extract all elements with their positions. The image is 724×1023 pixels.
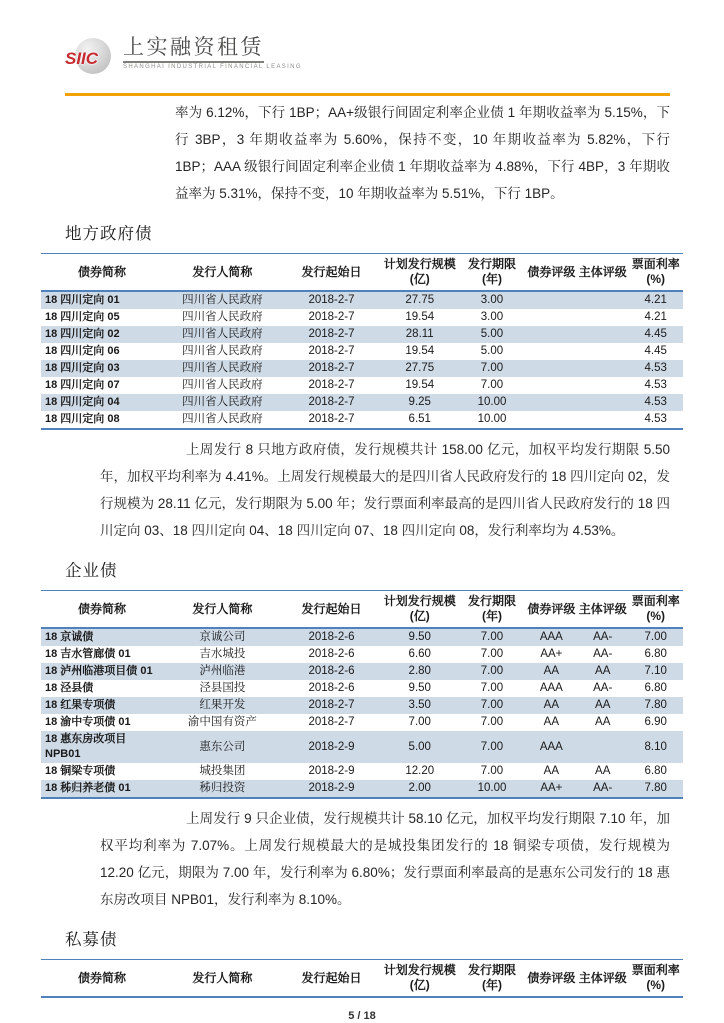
table-cell: 18 秭归养老债 01 [45,782,131,794]
table-cell: AA [543,765,560,777]
table-cell: 2018-2-7 [308,699,355,711]
table-row [41,394,683,411]
table-cell [526,394,577,411]
table-cell: 2018-2-9 [308,765,355,777]
table-cell: AA+ [540,782,563,794]
column-header: 发行起始日 [282,960,382,998]
corporate-bond-summary: 上周发行 9 只企业债，发行规模共计 58.10 亿元，加权平均发行期限 7.10 年，加权平均利率为 7.07%。上周发行规模最大的是城投集团发行的 18 铜梁专项债，发行规模为 12.20 亿元，期限为 7.00 年，发行利率为 6.80%；发行票面利率最高的是惠东公司发行的 18 惠东房改项目 NPB01，发行利率为 8.10%。 [100,811,670,907]
table-cell: 19.54 [405,379,435,391]
table-cell: 18 四川定向 05 [45,311,120,323]
table-cell: 27.75 [405,294,435,306]
table-row [41,343,683,360]
table-cell: 2018-2-7 [308,413,355,425]
table-cell: AA [595,716,611,728]
column-header: 发行期限(年) [458,591,525,629]
table-cell: AA+ [540,648,563,660]
table-cell [577,377,628,394]
table-cell: 四川省人民政府 [182,396,263,408]
table-cell: 7.80 [644,699,667,711]
table-cell: 7.00 [480,740,504,753]
table-cell: 7.00 [480,648,504,660]
table-cell: 2018-2-7 [308,328,355,340]
table-row [41,697,683,714]
table-cell: 四川省人民政府 [182,311,263,323]
column-header: 计划发行规模(亿) [381,591,458,629]
local-gov-bond-table [41,253,683,430]
table-cell: 27.75 [405,362,435,374]
table-cell [577,326,628,343]
table-cell [526,377,577,394]
table-cell: 10.00 [477,396,507,408]
table-cell: 惠东公司 [199,740,246,753]
table-cell: 泾县国投 [199,682,246,694]
table-cell: 2018-2-7 [308,716,355,728]
table-cell: 四川省人民政府 [182,294,263,306]
table-cell: 2.00 [408,782,431,794]
column-header: 票面利率(%) [628,254,683,292]
table-cell: 8.10 [644,740,667,753]
table-cell: 渝中国有资产 [187,716,257,728]
section-title-local-gov-bonds: 地方政府债 [65,225,153,243]
table-cell: 9.25 [408,396,431,408]
table-cell: 吉水城投 [199,648,246,660]
table-cell: 4.45 [644,328,667,340]
table-row [41,763,683,780]
table-cell: AAA [539,631,563,643]
table-cell: 城投集团 [199,765,246,777]
table-cell: 四川省人民政府 [182,345,263,357]
table-cell: 7.00 [480,631,504,643]
table-cell: 6.51 [408,413,431,425]
column-header: 发行期限(年) [458,254,525,292]
table-cell: 7.00 [480,682,504,694]
table-row [41,663,683,680]
section-title-private-placement-bonds: 私募债 [65,931,118,949]
column-header: 发行期限(年) [458,960,525,998]
logo-abbr-text: SIIC [65,49,99,68]
header-divider-rule [65,93,670,96]
column-header: 债券简称 [41,254,163,292]
table-cell: AA [543,665,560,677]
table-cell: AA [595,699,611,711]
table-cell: 3.00 [480,311,504,323]
column-header: 发行人简称 [163,591,282,629]
table-cell: 2018-2-6 [308,665,355,677]
table-row [41,646,683,663]
table-cell [577,291,628,309]
table-cell: AA- [593,682,613,694]
column-header: 票面利率(%) [628,960,683,998]
table-row [41,731,683,763]
table-cell: 2018-2-7 [308,379,355,391]
table-cell: 2018-2-7 [308,311,355,323]
table-cell: 5.00 [408,740,431,753]
page-number: 5 / 18 [348,1010,376,1022]
column-header: 发行人简称 [163,254,282,292]
company-name-en: SHANGHAI INDUSTRIAL FINANCIAL LEASING [123,64,302,70]
table-cell: 2018-2-6 [308,648,355,660]
table-cell: 18 京诚债 [45,631,94,643]
table-cell: 18 渝中专项债 01 [45,716,131,728]
table-cell [526,411,577,429]
table-cell [577,309,628,326]
table-cell [526,360,577,377]
column-header: 计划发行规模(亿) [381,960,458,998]
table-cell: 四川省人民政府 [182,379,263,391]
table-cell: AAA [539,682,563,694]
column-header: 票面利率(%) [628,591,683,629]
column-header: 主体评级 [577,960,628,998]
table-row [41,309,683,326]
table-cell: 18 四川定向 01 [45,294,120,306]
table-cell: 2018-2-6 [308,682,355,694]
table-cell: AA [543,699,560,711]
column-header: 主体评级 [577,591,628,629]
table-cell [526,326,577,343]
table-cell: 18 四川定向 07 [45,379,120,391]
table-cell: 10.00 [477,413,507,425]
column-header: 债券简称 [41,591,163,629]
table-cell [526,309,577,326]
table-cell: 9.50 [408,631,431,643]
table-cell: 4.45 [644,345,667,357]
table-cell: 18 红果专项债 [45,699,116,711]
company-logo [0,0,724,84]
table-cell: 7.00 [480,699,504,711]
table-header-row [41,591,683,629]
siic-globe-icon [65,36,117,76]
table-row [41,326,683,343]
table-cell: 9.50 [408,682,431,694]
table-cell: 7.80 [644,782,667,794]
table-cell: 7.00 [480,716,504,728]
table-cell: 18 四川定向 04 [45,396,120,408]
table-cell: 4.53 [644,362,667,374]
yield-summary-paragraph: 率为 6.12%，下行 1BP；AA+级银行间固定利率企业债 1 年期收益率为 5.15%，下行 3BP，3 年期收益率为 5.60%，保持不变，10 年期收益率为 5.82%，下行 1BP；AAA 级银行间固定利率企业债 1 年期收益率为 4.88%，下行 4BP，3 年期收益率为 5.31%，保持不变，10 年期收益率为 5.51%，下行 1BP。 [175,105,670,201]
table-cell: 7.00 [480,362,504,374]
table-cell: 2.80 [408,665,431,677]
table-cell: 四川省人民政府 [182,362,263,374]
table-cell: 5.00 [480,345,504,357]
table-cell: 19.54 [405,345,435,357]
table-cell [577,360,628,377]
table-cell [577,394,628,411]
table-cell: 19.54 [405,311,435,323]
table-cell: 2018-2-6 [308,631,355,643]
table-cell: 18 惠东房改项目 NPB01 [45,733,127,760]
table-cell [526,291,577,309]
table-cell: 18 泾县债 [45,682,94,694]
table-cell: 四川省人民政府 [182,413,263,425]
table-cell: 6.60 [408,648,431,660]
table-row [41,680,683,697]
table-cell: 4.53 [644,413,667,425]
table-cell: 4.53 [644,379,667,391]
table-cell: 2018-2-7 [308,362,355,374]
column-header: 发行起始日 [282,591,382,629]
table-cell [577,411,628,429]
table-cell: AA- [593,782,613,794]
table-cell: 18 泸州临港项目债 01 [45,665,153,677]
table-cell: 7.10 [644,665,667,677]
table-row [41,411,683,429]
table-cell: 18 四川定向 02 [45,328,120,340]
table-cell: 12.20 [405,765,435,777]
table-cell: 秭归投资 [199,782,246,794]
column-header: 债券评级 [526,960,577,998]
table-cell: AAA [539,740,563,753]
table-cell: 7.00 [480,665,504,677]
table-row [41,780,683,798]
table-cell: AA [543,716,560,728]
column-header: 债券简称 [41,960,163,998]
table-cell: 5.00 [480,328,504,340]
table-cell: 京诚公司 [199,631,246,643]
table-row [41,377,683,394]
table-row [41,291,683,309]
table-cell: AA [595,665,611,677]
table-cell [577,343,628,360]
local-gov-bond-summary: 上周发行 8 只地方政府债，发行规模共计 158.00 亿元，加权平均发行期限 5.50 年，加权平均利率为 4.41%。上周发行规模最大的是四川省人民政府发行的 18 四川定向 02，发行规模为 28.11 亿元，发行期限为 5.00 年；发行票面利率最高的是四川省人民政府发行的 18 四川定向 03、18 四川定向 04、18 四川定向 07、18 四川定向 08，发行利率均为 4.53%。 [100,442,670,538]
table-header-row [41,254,683,292]
table-cell: 3.50 [408,699,431,711]
table-cell: 6.80 [644,648,667,660]
table-cell: 2018-2-9 [308,740,355,753]
table-cell: 18 铜梁专项债 [45,765,116,777]
table-cell: 18 四川定向 08 [45,413,120,425]
table-cell: 28.11 [405,328,434,340]
column-header: 发行起始日 [282,254,382,292]
column-header: 主体评级 [577,254,628,292]
table-cell: 泸州临港 [199,665,246,677]
table-cell: 2018-2-9 [308,782,355,794]
table-cell: 10.00 [477,782,507,794]
company-name-cn: 上实融资租赁 [123,36,264,63]
table-cell: 7.00 [644,631,667,643]
table-cell: 4.21 [644,294,667,306]
table-row [41,628,683,646]
table-cell: 4.21 [644,311,667,323]
table-cell: 18 四川定向 03 [45,362,120,374]
table-cell: 6.90 [644,716,667,728]
table-cell: AA [595,765,611,777]
table-cell: 2018-2-7 [308,294,355,306]
column-header: 债券评级 [526,591,577,629]
table-cell: 2018-2-7 [308,345,355,357]
column-header: 发行人简称 [163,960,282,998]
logo-names [123,36,302,70]
table-cell: 3.00 [480,294,504,306]
column-header: 债券评级 [526,254,577,292]
table-cell: 四川省人民政府 [182,328,263,340]
section-title-corporate-bonds: 企业债 [65,562,118,580]
table-header-row [41,960,683,998]
table-cell: 2018-2-7 [308,396,355,408]
table-cell: AA- [593,631,613,643]
table-cell [526,343,577,360]
table-cell [577,731,628,763]
table-cell: 6.80 [644,682,667,694]
table-row [41,714,683,731]
table-cell: 18 吉水管廊债 01 [45,648,131,660]
table-row [41,360,683,377]
table-cell: 红果开发 [199,699,246,711]
table-cell: 7.00 [480,379,504,391]
table-cell: 6.80 [644,765,667,777]
private-placement-bond-table [41,959,683,998]
table-cell: AA- [593,648,613,660]
table-cell: 7.00 [408,716,431,728]
table-cell: 4.53 [644,396,667,408]
column-header: 计划发行规模(亿) [381,254,458,292]
corporate-bond-table [41,590,683,799]
table-cell: 18 四川定向 06 [45,345,120,357]
table-cell: 7.00 [480,765,504,777]
